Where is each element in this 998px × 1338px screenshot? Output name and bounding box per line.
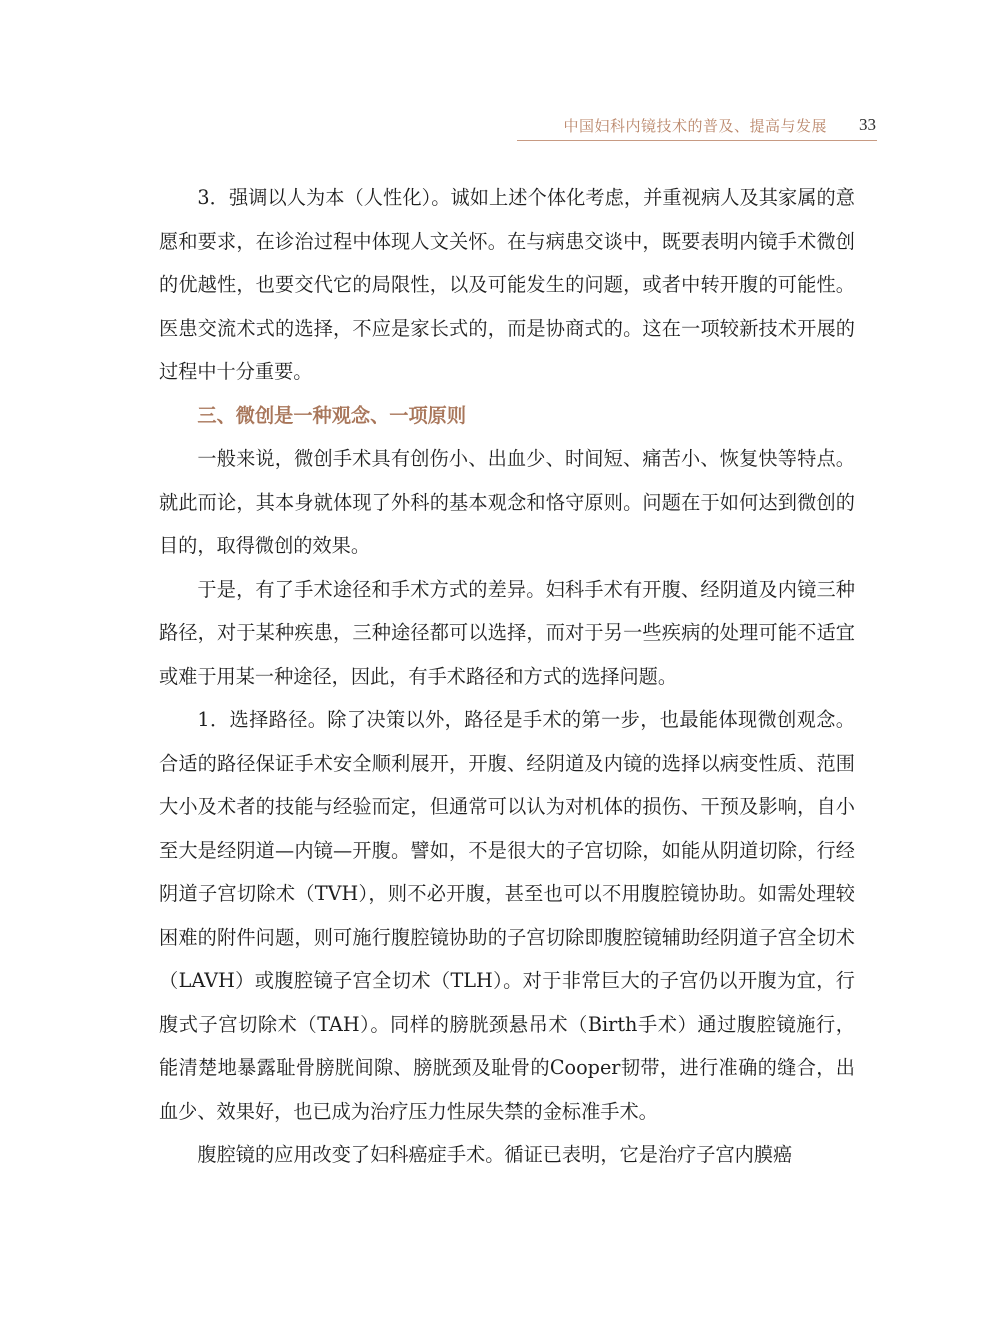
header-rule	[517, 140, 877, 141]
paragraph-humanistic-care: 3．强调以人为本（人性化）。诚如上述个体化考虑，并重视病人及其家属的意愿和要求，在诊治过程中体现人文关怀。在与病患交谈中，既要表明内镜手术微创的优越性，也要交代它的局限性，以及可能发生的问题，或者中转开腹的可能性。医患交流术式的选择，不应是家长式的，而是协商式的。这在一项较新技术开展的过程中十分重要。	[159, 186, 855, 383]
running-header	[563, 113, 876, 137]
paragraph-choose-approach: 1．选择路径。除了决策以外，路径是手术的第一步，也最能体现微创观念。合适的路径保证手术安全顺利展开，开腹、经阴道及内镜的选择以病变性质、范围大小及术者的技能与经验而定，但通常可以认为对机体的损伤、干预及影响，自小至大是经阴道—内镜—开腹。譬如，不是很大的子宫切除，如能从阴道切除，行经阴道子宫切除术（TVH），则不必开腹，甚至也可以不用腹腔镜协助。如需处理较困难的附件问题，则可施行腹腔镜协助的子宫切除即腹腔镜辅助经阴道子宫全切术（LAVH）或腹腔镜子宫全切术（TLH）。对于非常巨大的子宫仍以开腹为宜，行腹式子宫切除术（TAH）。同样的膀胱颈悬吊术（Birth手术）通过腹腔镜施行，能清楚地暴露耻骨膀胱间隙、膀胱颈及耻骨的Cooper韧带，进行准确的缝合，出血少、效果好，也已成为治疗压力性尿失禁的金标准手术。	[159, 708, 855, 1123]
section-heading: 三、微创是一种观念、一项原则	[197, 403, 467, 427]
paragraph-laparoscopy-cancer: 腹腔镜的应用改变了妇科癌症手术。循证已表明，它是治疗子宫内膜癌	[197, 1143, 793, 1166]
body-text	[159, 176, 855, 1177]
paragraph-surgical-approaches: 于是，有了手术途径和手术方式的差异。妇科手术有开腹、经阴道及内镜三种路径，对于某种疾患，三种途径都可以选择，而对于另一些疾病的处理可能不适宜或难于用某一种途径，因此，有手术路径和方式的选择问题。	[159, 577, 855, 688]
page-number: 33	[859, 115, 876, 134]
running-header-title: 中国妇科内镜技术的普及、提高与发展	[563, 116, 827, 135]
paragraph-minimally-invasive-features: 一般来说，微创手术具有创伤小、出血少、时间短、痛苦小、恢复快等特点。就此而论，其本身就体现了外科的基本观念和恪守原则。问题在于如何达到微创的目的，取得微创的效果。	[159, 447, 855, 557]
